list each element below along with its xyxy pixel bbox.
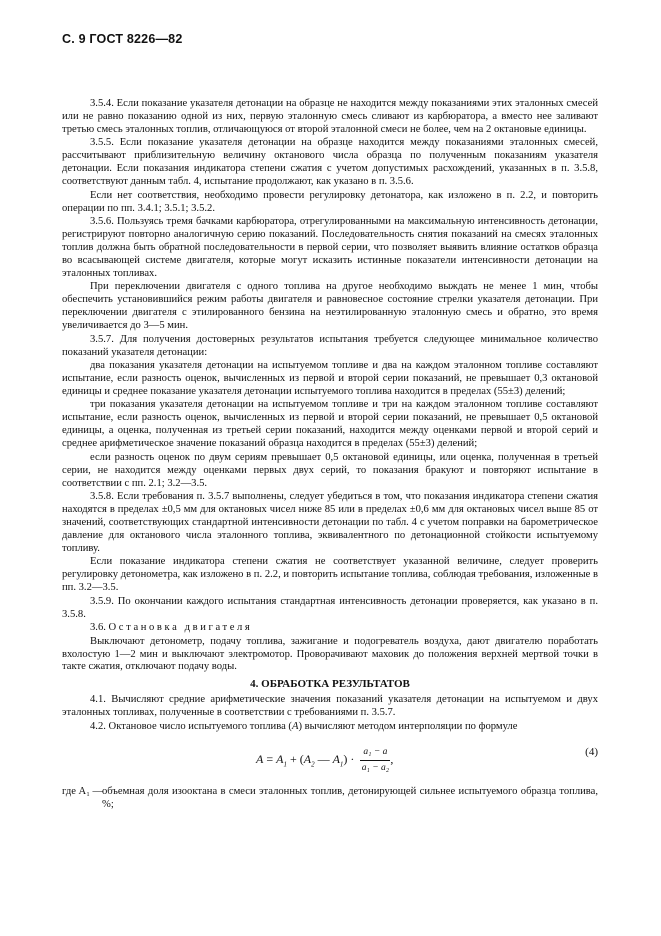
paragraph-3-5-4: 3.5.4. Если показание указателя детонации на образце не находится между показаниями этих эталонных смесей или не равно показанию одной из них, первую эталонную смесь сливают из карбюратора, а вместо нее заливают третью смесь эталонных топлив, отличающуюся от второй эталонной смеси не более, чем на 2 октановые единицы. (62, 98, 598, 135)
where-definition (62, 786, 598, 812)
where-label: где А₁ — (62, 785, 104, 797)
formula-4 (62, 736, 598, 780)
paragraph-3-6-cont: Выключают детонометр, подачу топлива, зажигание и подогреватель воздуха, дают двигателю поработать вхолостую 1—2 мин и выключают электромотор. Проворачивают маховик до положения верхней мертвой точки в такте сжатия, отключают подачу воды. (62, 635, 598, 673)
paragraph-3-5-8: 3.5.8. Если требования п. 3.5.7 выполнены, следует убедиться в том, что показания индикатора степени сжатия находятся в пределах ±0,5 мм для октановых чисел ниже 85 или в пределах ±0,6 мм для октановых чисел выше 85 от значений, соответствующих стандартной интенсивности детонации по табл. 4 с учетом поправки на барометрическое давление для октанового числа эталонного топлива, эквивалентного по детонационной стойкости испытуемому топливу. (62, 491, 598, 554)
paragraph-3-5-5: 3.5.5. Если показание указателя детонации на образце находится между показаниями эталонных смесей, рассчитывают приблизительную величину октанового числа образца по полученным показаниям указателя детонации. Если показания индикатора степени сжатия с учетом допустимых расхождений, указанных в п. 3.5.8, соответствуют данным табл. 4, испытание продолжают, как указано в п. 3.5.6. (62, 137, 598, 188)
paragraph-4-1: 4.1. Вычисляют средние арифметические значения показаний указателя детонации на испытуемом и двух эталонных топливах, полученные в соответствии с требованиями п. 3.5.7. (62, 694, 598, 719)
paragraph-4-2: 4.2. Октановое число испытуемого топлива (А) вычисляют методом интерполяции по формуле (90, 720, 518, 732)
fraction-denominator: a₁ − a₂ (361, 762, 390, 773)
document-body (62, 98, 598, 812)
clause-title: Остановка двигателя (108, 622, 253, 634)
paragraph-3-5-5-cont: Если нет соответствия, необходимо провести регулировку детонатора, как изложено в п. 2.2, и повторить операции по пп. 3.4.1; 3.5.1; 3.5.2. (62, 189, 598, 214)
paragraph-3-5-6: 3.5.6. Пользуясь тремя бачками карбюратора, отрегулированными на максимальную интенсивность детонации, регистрируют повторно аналогичную серию показаний. Последовательность снятия показаний на смесях эталонных топлив должна быть обратной последовательности в первой серии, что позволяет выявить влияние остатков образца во всасывающей системе двигателя, которые могут исказить истинные показатели интенсивности детонации на эталонных топливах. (62, 216, 598, 279)
where-text: объемная доля изооктана в смеси эталонных топлив, детонирующей сильнее испытуемого образца топлива, %; (102, 785, 598, 810)
section-heading: 4. ОБРАБОТКА РЕЗУЛЬТАТОВ (250, 678, 410, 691)
page-header: С. 9 ГОСТ 8226—82 (62, 32, 183, 46)
clause-number: 3.6. (90, 622, 106, 634)
paragraph-3-5-7-c: если разность оценок по двум сериям превышает 0,5 октановой единицы, или оценка, полученная в третьей серии, не находится между оценками первых двух серий, то показания бракуют и повторяют испытание в соответствии с пп. 2.1; 3.2—3.5. (62, 451, 598, 489)
formula-expression: $А = А_1 + (А_2$ — $А_1$) · $\frac{\text{a₁ − a}}{\text{a₁ − a₂}}$ , (256, 746, 394, 773)
paragraph-3-5-7: 3.5.7. Для получения достоверных результатов испытания требуется следующее минимальное количество показаний указателя детонации: (62, 333, 598, 358)
paragraph-3-5-7-a: два показания указателя детонации на испытуемом топливе и два на каждом эталонном топливе составляют испытание, если разность оценок, вычисленных из первой и второй серии показаний, не превышает 0,3 октановой единицы и среднее показание указателя детонации испытуемого топлива находится в пределах (55±3) делений; (62, 360, 598, 397)
paragraph-3-5-8-cont: Если показание индикатора степени сжатия не соответствует указанной величине, следует проверить регулировку детонометра, как изложено в п. 2.2, и повторить испытание топлива, соблюдая требования, изложенные в пп. 3.2—3.5. (62, 556, 598, 594)
paragraph-3-5-7-b: три показания указателя детонации на испытуемом топливе и три на каждом эталонном топливе составляют испытание, если разность оценок, вычисленных из первой и второй серии показаний, не превышает 0,5 октановой единицы, а оценка, полученная из третьей серии показаний, находится между оценками первой и второй серий и среднее арифметическое значение показаний образца находится в пределах (55±3) делений; (62, 399, 598, 450)
paragraph-3-5-6-cont: При переключении двигателя с одного топлива на другое необходимо выждать не менее 1 мин, чтобы обеспечить установившийся режим работы двигателя и равновесное состояние стрелки указателя детонации. При переключении двигателя с этилированного бензина на неэтилированную эталонную смесь и обратно, это время увеличивается до 3—5 мин. (62, 281, 598, 332)
paragraph-3-6 (62, 622, 598, 635)
formula-number: (4) (585, 745, 598, 758)
formula-fraction (360, 746, 390, 775)
fraction-numerator: a₁ − a (360, 746, 390, 761)
paragraph-3-5-9: 3.5.9. По окончании каждого испытания стандартная интенсивность детонации проверяется, как указано в п. 3.5.8. (62, 595, 598, 620)
